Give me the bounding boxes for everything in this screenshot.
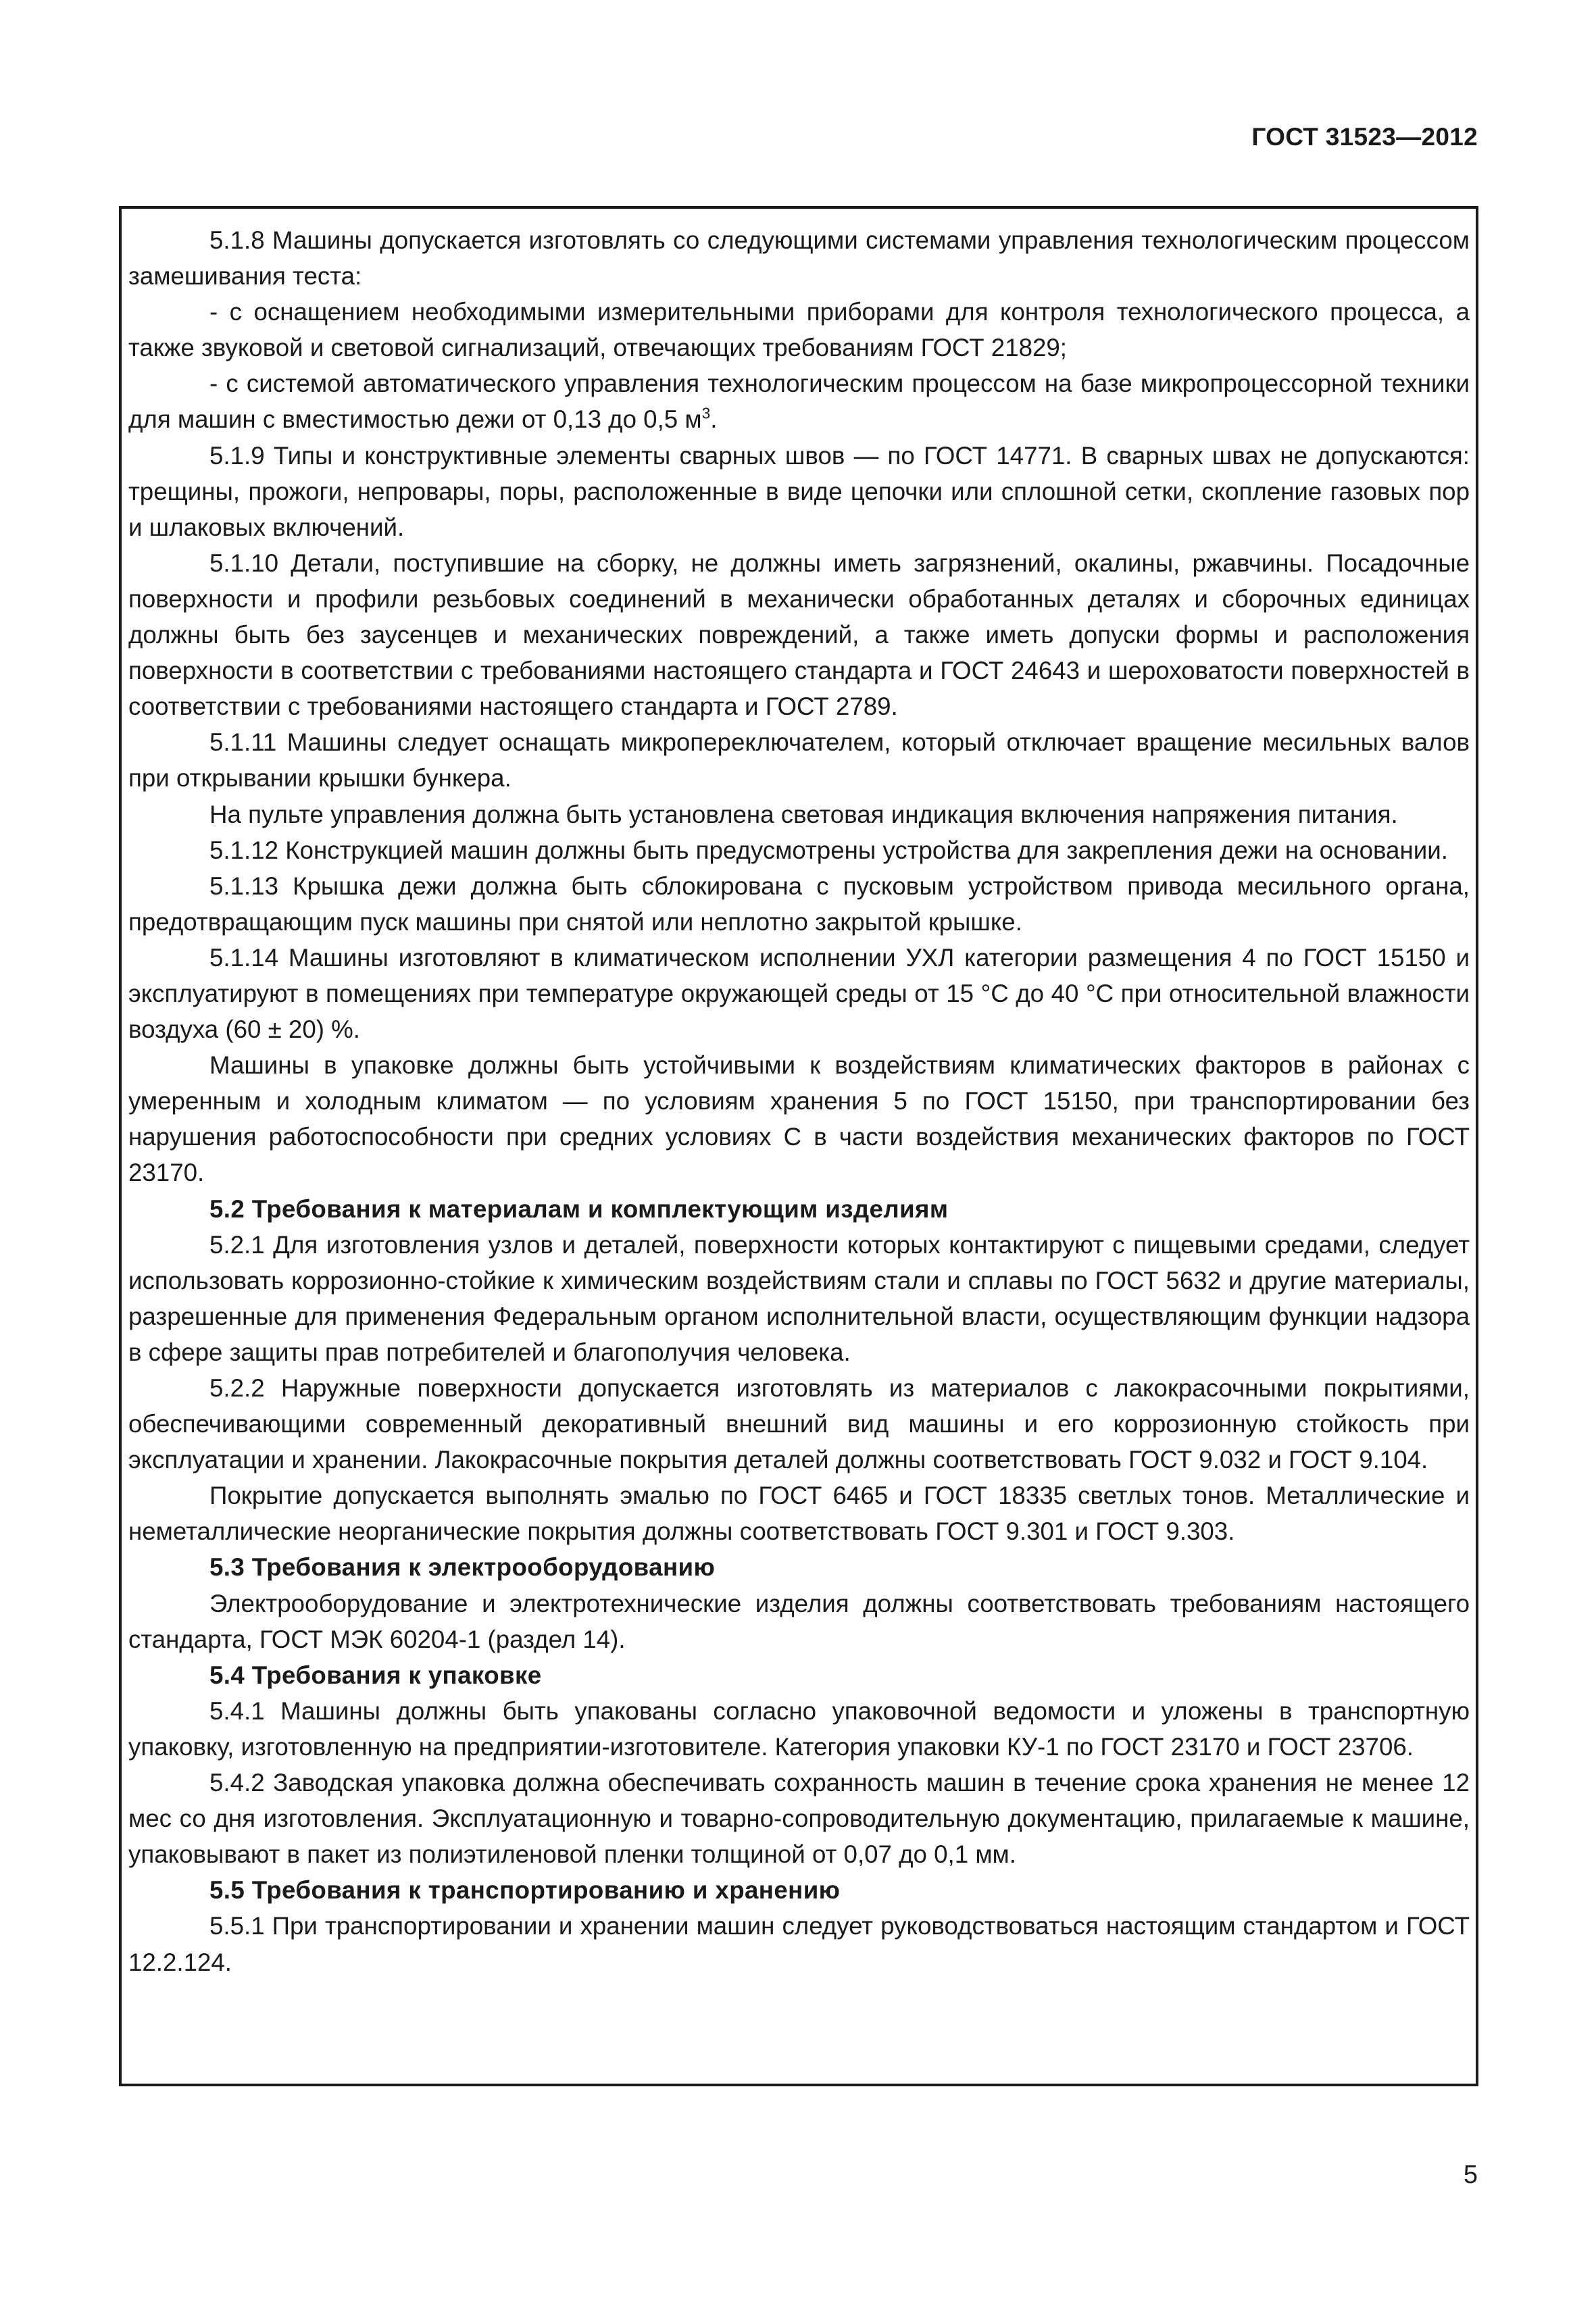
section-heading-5-3: 5.3 Требования к электрооборудованию — [209, 1553, 716, 1582]
paragraph-packaged-machines: Машины в упаковке должны быть устойчивыми к воздействиям климатических факторов в районах с умеренным и холодным климатом — по условиям хранения 5 по ГОСТ 15150, при транспортировании без нарушения работоспособности при средних условиях С в части воздействия механических факторов по ГОСТ 23170. — [128, 1051, 1470, 1187]
section-heading-5-5: 5.5 Требования к транспортированию и хранению — [209, 1876, 841, 1905]
list-item-period: . — [710, 405, 718, 434]
section-heading-5-2: 5.2 Требования к материалам и комплектующим изделиям — [209, 1194, 949, 1223]
paragraph-5-1-12: 5.1.12 Конструкцией машин должны быть предусмотрены устройства для закрепления дежи на основании. — [209, 836, 1448, 864]
paragraph-5-2-2: 5.2.2 Наружные поверхности допускается изготовлять из материалов с лакокрасочными покрытиями, обеспечивающими современный декоративный внешний вид машины и его коррозионную стойкость при эксплуатации и хранении. Лакокрасочные покрытия деталей должны соответствовать ГОСТ 9.032 и ГОСТ 9.104. — [128, 1374, 1470, 1474]
paragraph-5-1-13: 5.1.13 Крышка дежи должна быть сблокирована с пусковым устройством привода месильного органа, предотвращающим пуск машины при снятой или неплотно закрытой крышке. — [128, 872, 1470, 936]
paragraph-5-5-1: 5.5.1 При транспортировании и хранении машин следует руководствоваться настоящим стандартом и ГОСТ 12.2.124. — [128, 1912, 1470, 1976]
paragraph-5-1-11: 5.1.11 Машины следует оснащать микропереключателем, который отключает вращение месильных валов при открывании крышки бункера. — [128, 728, 1470, 793]
list-item-measuring-devices: - с оснащением необходимыми измерительными приборами для контроля технологического процесса, а также звуковой и световой сигнализаций, отвечающих требованиям ГОСТ 21829; — [128, 298, 1470, 362]
page-number: 5 — [1463, 2161, 1478, 2189]
superscript-cube: 3 — [701, 404, 711, 422]
paragraph-5-2-1: 5.2.1 Для изготовления узлов и деталей, поверхности которых контактируют с пищевыми средами, следует использовать коррозионно-стойкие к химическим воздействиям стали и сплавы по ГОСТ 5632 и другие материалы, разрешенные для применения Федеральным органом исполнительной власти, осуществляющим функции надзора в сфере защиты прав потребителей и благополучия человека. — [128, 1230, 1470, 1366]
section-heading-5-4: 5.4 Требования к упаковке — [209, 1661, 542, 1689]
text-frame — [119, 206, 1478, 2086]
paragraph-electrical: Электрооборудование и электротехнические изделия должны соответствовать требованиям настоящего стандарта, ГОСТ МЭК 60204-1 (раздел 14). — [128, 1589, 1470, 1653]
paragraph-coating: Покрытие допускается выполнять эмалью по ГОСТ 6465 и ГОСТ 18335 светлых тонов. Металлические и неметаллические неорганические покрытия должны соответствовать ГОСТ 9.301 и ГОСТ 9.303. — [128, 1482, 1470, 1546]
paragraph-5-1-8: 5.1.8 Машины допускается изготовлять со следующими системами управления технологическим процессом замешивания теста: — [128, 226, 1470, 291]
paragraph-5-1-14: 5.1.14 Машины изготовляют в климатическом исполнении УХЛ категории размещения 4 по ГОСТ 15150 и эксплуатируют в помещениях при температуре окружающей среды от 15 °С до 40 °С при относительной влажности воздуха (60 ± 20) %. — [128, 943, 1470, 1044]
document-id: ГОСТ 31523—2012 — [1251, 123, 1478, 151]
paragraph-5-1-9: 5.1.9 Типы и конструктивные элементы сварных швов — по ГОСТ 14771. В сварных швах не допускаются: трещины, прожоги, непровары, поры, расположенные в виде цепочки или сплошной сетки, скопление газовых пор и шлаковых включений. — [128, 441, 1470, 541]
paragraph-5-4-2: 5.4.2 Заводская упаковка должна обеспечивать сохранность машин в течение срока хранения не менее 12 мес со дня изготовления. Эксплуатационную и товарно-сопроводительную документацию, прилагаемые к машине, упаковывают в пакет из полиэтиленовой пленки толщиной от 0,07 до 0,1 мм. — [128, 1769, 1470, 1869]
paragraph-5-4-1: 5.4.1 Машины должны быть упакованы согласно упаковочной ведомости и уложены в транспортную упаковку, изготовленную на предприятии-изготовителе. Категория упаковки КУ-1 по ГОСТ 23170 и ГОСТ 23706. — [128, 1696, 1470, 1761]
list-item-automatic-control-text: - с системой автоматического управления технологическим процессом на базе микропроцессорной техники для машин с вместимостью дежи от 0,13 до 0,5 м — [128, 370, 1470, 434]
list-item-automatic-control — [128, 366, 1470, 437]
paragraph-5-1-10: 5.1.10 Детали, поступившие на сборку, не должны иметь загрязнений, окалины, ржавчины. Посадочные поверхности и профили резьбовых соединений в механически обработанных деталях и сборочных единицах должны быть без заусенцев и механических повреждений, а также иметь допуски формы и расположения поверхности в соответствии с требованиями настоящего стандарта и ГОСТ 24643 и шероховатости поверхностей в соответствии с требованиями настоящего стандарта и ГОСТ 2789. — [128, 549, 1470, 721]
paragraph-control-panel: На пульте управления должна быть установлена световая индикация включения напряжения питания. — [209, 800, 1398, 828]
